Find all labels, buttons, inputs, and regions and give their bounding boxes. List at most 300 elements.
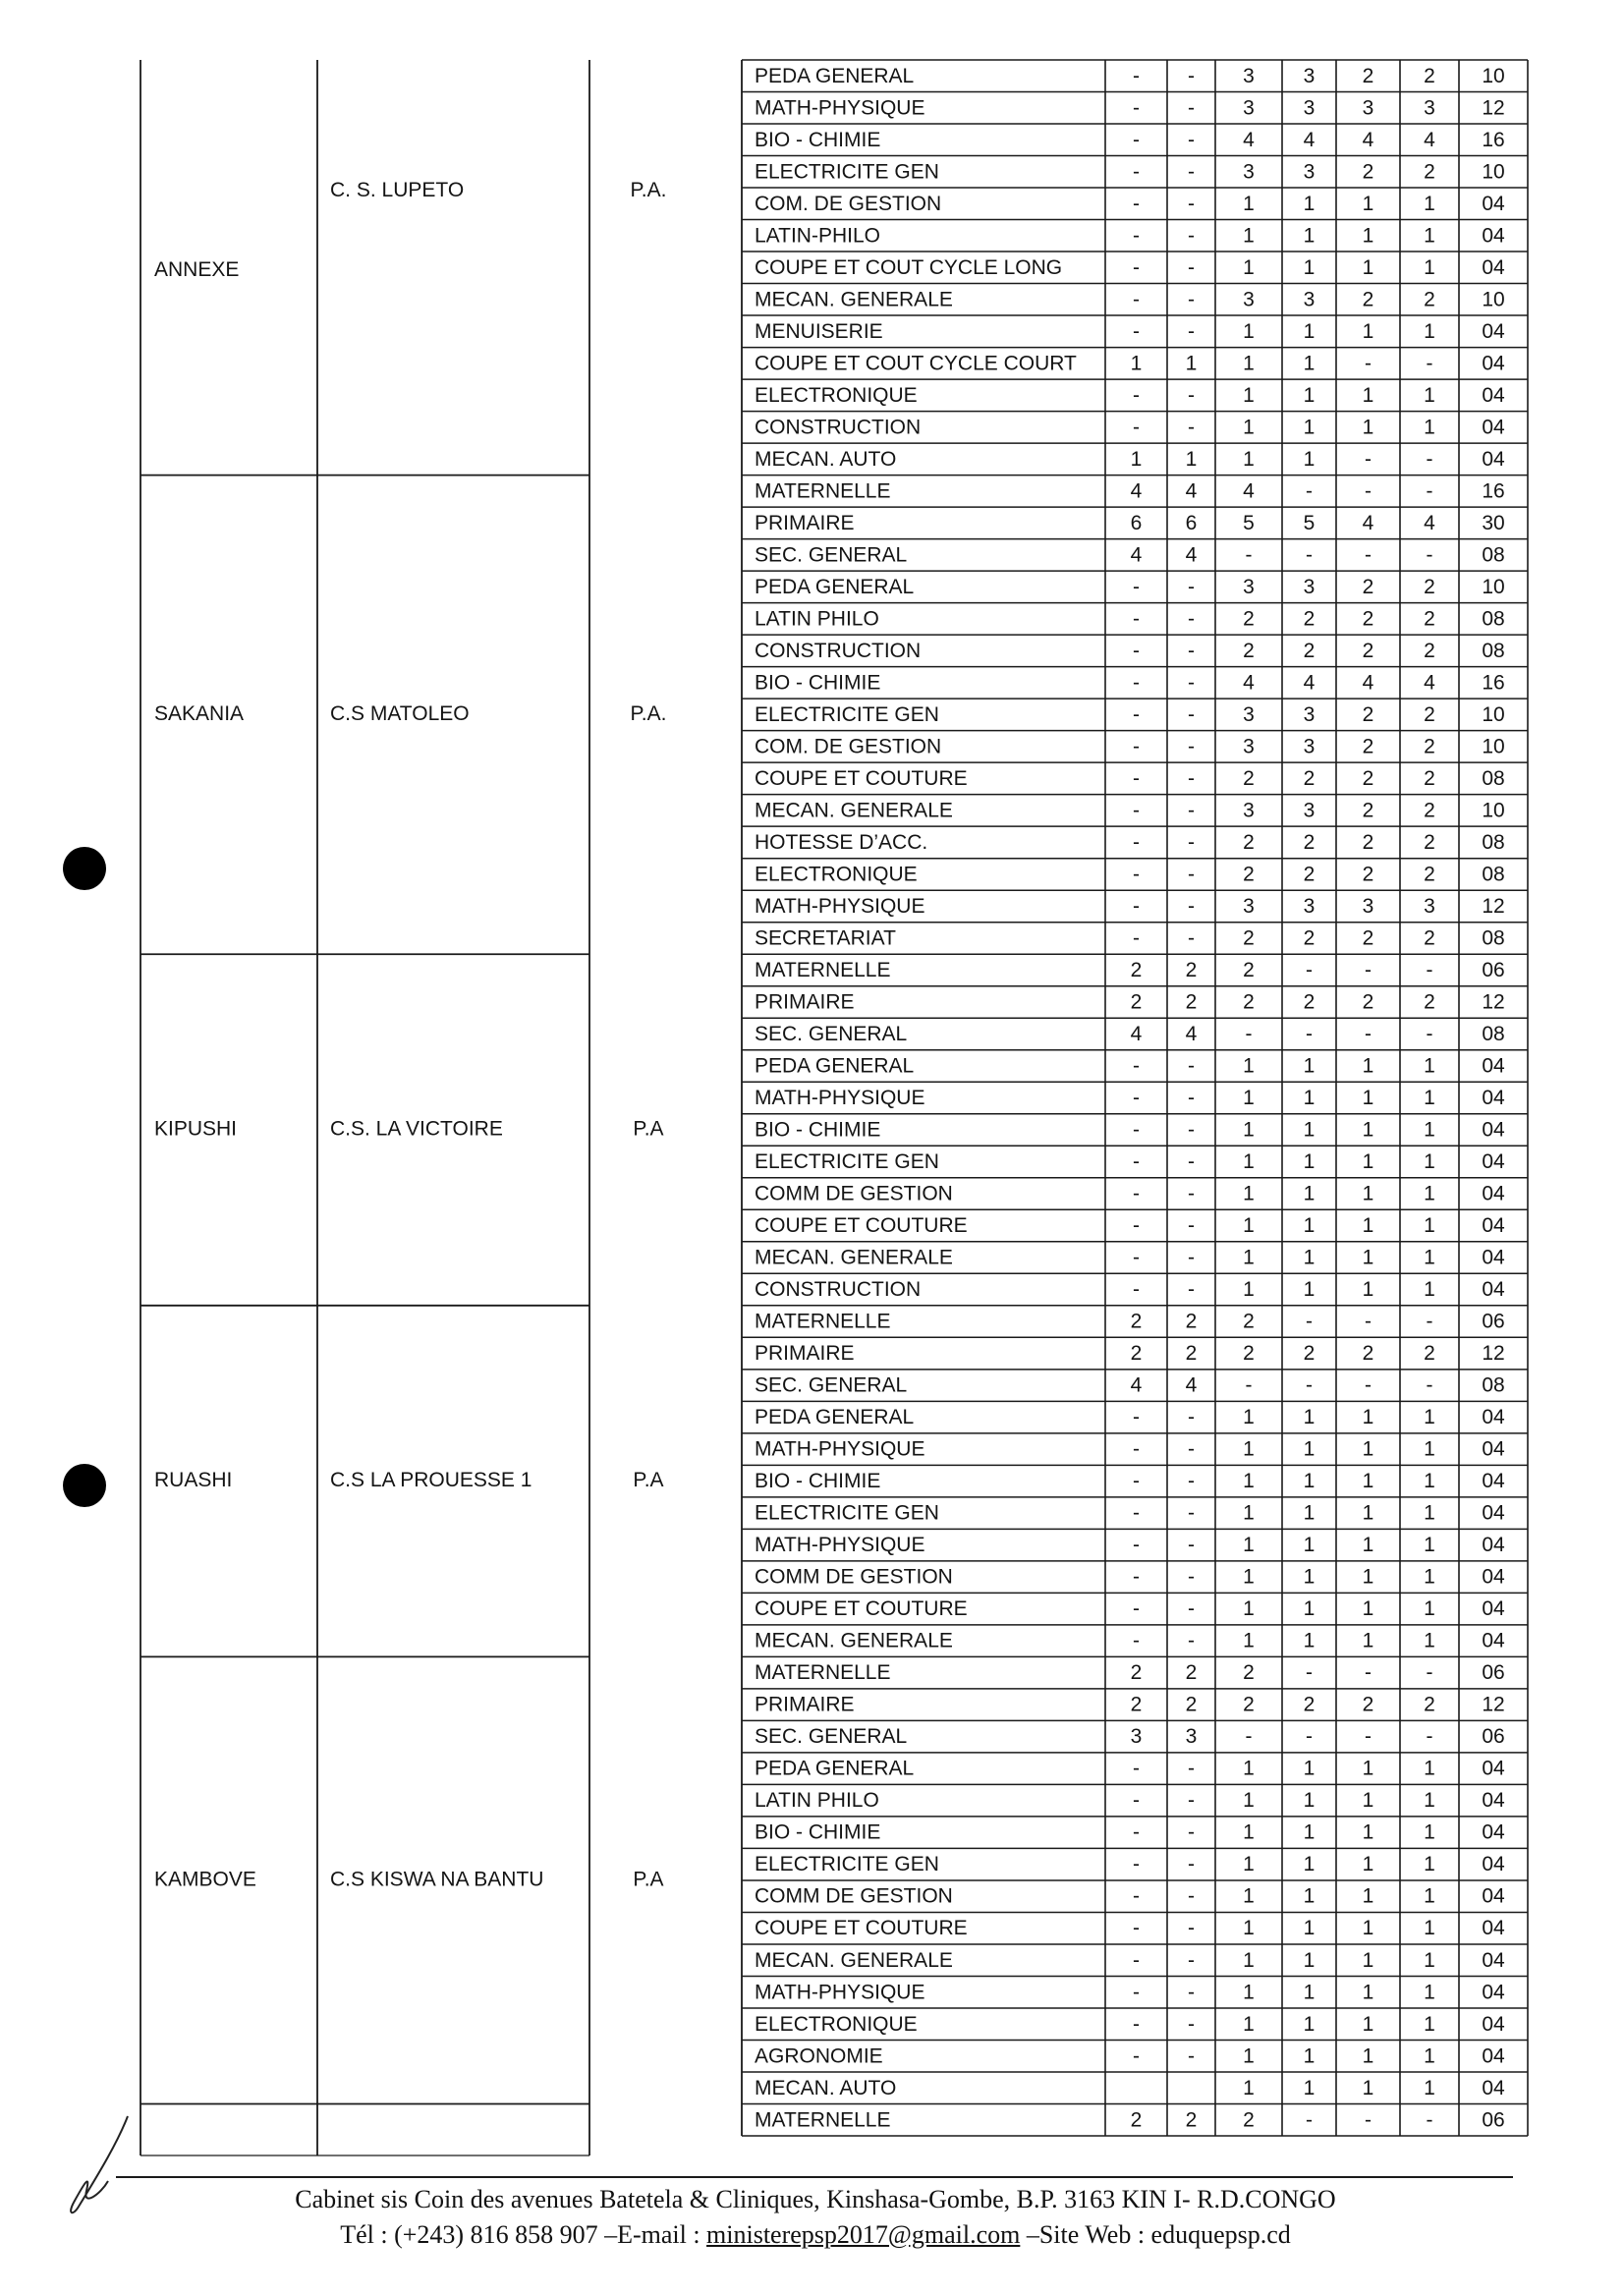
class-count-cell: -	[1188, 1820, 1195, 1844]
class-count-cell: 1	[1243, 2044, 1255, 2068]
option-name: COMM DE GESTION	[755, 1565, 953, 1589]
class-count-cell: -	[1188, 383, 1195, 407]
class-count-cell: 2	[1424, 735, 1435, 758]
option-name: CONSTRUCTION	[755, 416, 922, 439]
class-count-cell: -	[1306, 959, 1313, 982]
class-count-cell: 6	[1185, 511, 1198, 534]
class-count-cell: 1	[1130, 447, 1143, 471]
school-status: P.A	[633, 1117, 664, 1141]
class-count-cell: 1	[1243, 1948, 1255, 1972]
class-count-cell: -	[1188, 1214, 1195, 1238]
class-count-cell: 4	[1362, 128, 1374, 151]
class-count-cell: 3	[1243, 64, 1255, 87]
region-name: RUASHI	[154, 1469, 233, 1492]
class-count-cell: 1	[1424, 1597, 1435, 1621]
total-cell: 08	[1482, 926, 1505, 950]
class-count-cell: 2	[1130, 959, 1143, 982]
total-cell: 04	[1482, 352, 1505, 375]
total-cell: 08	[1482, 766, 1505, 790]
class-count-cell: 1	[1130, 352, 1143, 375]
class-count-cell: 1	[1362, 1246, 1374, 1269]
class-count-cell: 1	[1424, 1501, 1435, 1525]
class-count-cell: 2	[1243, 766, 1255, 790]
class-count-cell: -	[1188, 1948, 1195, 1972]
option-name: SEC. GENERAL	[755, 1023, 908, 1046]
class-count-cell: -	[1365, 1310, 1372, 1333]
class-count-cell: 1	[1243, 1629, 1255, 1652]
class-count-cell: 2	[1243, 2108, 1255, 2132]
binder-hole-top	[63, 847, 106, 890]
total-cell: 10	[1482, 799, 1505, 822]
region-name: KIPUSHI	[154, 1117, 238, 1141]
class-count-cell: -	[1188, 1789, 1195, 1813]
option-name: PRIMAIRE	[755, 1342, 855, 1366]
class-count-cell: 1	[1243, 1884, 1255, 1908]
total-cell: 04	[1482, 416, 1505, 439]
option-name: MECAN. GENERALE	[755, 1629, 953, 1652]
total-cell: 04	[1482, 1597, 1505, 1621]
class-count-cell: 1	[1424, 1534, 1435, 1557]
class-count-cell: 2	[1130, 1693, 1143, 1716]
class-count-cell: 1	[1424, 1437, 1435, 1461]
total-cell: 10	[1482, 160, 1505, 184]
class-count-cell: -	[1245, 1023, 1253, 1046]
class-count-cell: -	[1188, 128, 1195, 151]
class-count-cell: -	[1188, 416, 1195, 439]
school-status: P.A	[633, 1469, 664, 1492]
class-count-cell: 1	[1243, 352, 1255, 375]
class-count-cell: 2	[1185, 1693, 1198, 1716]
class-count-cell: 1	[1362, 319, 1374, 343]
footer-phone: Tél : (+243) 816 858 907 –E-mail :	[340, 2220, 707, 2249]
class-count-cell: -	[1188, 895, 1195, 919]
region-name: KAMBOVE	[154, 1868, 256, 1891]
class-count-cell: -	[1426, 543, 1433, 567]
class-count-cell: 1	[1424, 1150, 1435, 1174]
class-count-cell: 2	[1303, 766, 1316, 790]
class-count-cell: 1	[1243, 1789, 1255, 1813]
class-count-cell: 1	[1424, 1820, 1435, 1844]
class-count-cell: 3	[1243, 799, 1255, 822]
option-name: AGRONOMIE	[755, 2044, 883, 2068]
class-count-cell: 1	[1243, 255, 1255, 279]
class-count-cell: 2	[1130, 1310, 1143, 1333]
class-count-cell: -	[1245, 1373, 1253, 1397]
option-name: MECAN. GENERALE	[755, 1948, 953, 1972]
total-cell: 16	[1482, 479, 1505, 503]
class-count-cell: 1	[1303, 1278, 1316, 1302]
class-count-cell: 1	[1243, 2076, 1255, 2099]
option-name: COM. DE GESTION	[755, 735, 942, 758]
class-count-cell: 2	[1362, 1693, 1374, 1716]
region-name: ANNEXE	[154, 258, 240, 282]
class-count-cell: -	[1133, 1470, 1140, 1493]
class-count-cell: 2	[1243, 1342, 1255, 1366]
class-count-cell: -	[1133, 1981, 1140, 2004]
class-count-cell: -	[1188, 766, 1195, 790]
class-count-cell: 3	[1303, 288, 1316, 311]
class-count-cell: 1	[1424, 1981, 1435, 2004]
class-count-cell: -	[1133, 1917, 1140, 1940]
class-count-cell: 3	[1243, 160, 1255, 184]
option-name: MECAN. AUTO	[755, 2076, 897, 2099]
class-count-cell: 1	[1303, 1789, 1316, 1813]
class-count-cell: 1	[1362, 224, 1374, 248]
option-name: MATERNELLE	[755, 2108, 891, 2132]
class-count-cell: -	[1426, 1373, 1433, 1397]
option-name: MATERNELLE	[755, 1310, 891, 1333]
total-cell: 08	[1482, 830, 1505, 854]
class-count-cell: -	[1133, 1501, 1140, 1525]
total-cell: 04	[1482, 2044, 1505, 2068]
total-cell: 04	[1482, 1118, 1505, 1142]
class-count-cell: -	[1365, 352, 1372, 375]
class-count-cell: -	[1426, 447, 1433, 471]
class-count-cell: 5	[1243, 511, 1255, 534]
class-count-cell: 1	[1243, 1087, 1255, 1110]
option-name: MATERNELLE	[755, 1661, 891, 1685]
class-count-cell: 3	[1362, 96, 1374, 120]
class-count-cell: 6	[1130, 511, 1143, 534]
footer-website: –Site Web : eduquepsp.cd	[1020, 2220, 1291, 2249]
class-count-cell: -	[1133, 702, 1140, 726]
total-cell: 04	[1482, 1182, 1505, 1205]
class-count-cell: 1	[1243, 1437, 1255, 1461]
class-count-cell: 1	[1303, 1470, 1316, 1493]
total-cell: 10	[1482, 64, 1505, 87]
class-count-cell: -	[1188, 1981, 1195, 2004]
class-count-cell: 1	[1424, 224, 1435, 248]
class-count-cell: -	[1188, 830, 1195, 854]
class-count-cell: -	[1133, 575, 1140, 598]
class-count-cell: 1	[1243, 1246, 1255, 1269]
class-count-cell: -	[1426, 2108, 1433, 2132]
class-count-cell: -	[1133, 1054, 1140, 1078]
option-name: PEDA GENERAL	[755, 575, 915, 598]
option-name: PEDA GENERAL	[755, 1406, 915, 1429]
total-cell: 16	[1482, 128, 1505, 151]
class-count-cell: 1	[1303, 352, 1316, 375]
class-count-cell: 2	[1243, 959, 1255, 982]
class-count-cell: -	[1188, 1757, 1195, 1780]
class-count-cell: 1	[1243, 1757, 1255, 1780]
class-count-cell: -	[1188, 863, 1195, 886]
total-cell: 10	[1482, 575, 1505, 598]
class-count-cell: -	[1426, 1725, 1433, 1749]
option-name: PRIMAIRE	[755, 1693, 855, 1716]
total-cell: 04	[1482, 1054, 1505, 1078]
class-count-cell: 1	[1303, 224, 1316, 248]
option-name: PEDA GENERAL	[755, 64, 915, 87]
class-count-cell: 1	[1362, 1534, 1374, 1557]
total-cell: 06	[1482, 1661, 1505, 1685]
class-count-cell: -	[1306, 1661, 1313, 1685]
class-count-cell: 1	[1362, 1629, 1374, 1652]
school-status: P.A.	[630, 701, 667, 725]
class-count-cell: 1	[1424, 1853, 1435, 1876]
class-count-cell: -	[1245, 1725, 1253, 1749]
option-name: BIO - CHIMIE	[755, 1820, 881, 1844]
class-count-cell: 1	[1362, 1981, 1374, 2004]
class-count-cell: 4	[1185, 1023, 1198, 1046]
class-count-cell: 1	[1243, 1917, 1255, 1940]
class-count-cell: -	[1365, 447, 1372, 471]
option-name: MECAN. GENERALE	[755, 1246, 953, 1269]
class-count-cell: -	[1133, 224, 1140, 248]
class-count-cell: 1	[1303, 192, 1316, 215]
class-count-cell: 1	[1243, 1981, 1255, 2004]
class-count-cell: -	[1306, 1310, 1313, 1333]
class-count-cell: 3	[1303, 702, 1316, 726]
class-count-cell: -	[1188, 607, 1195, 631]
class-count-cell: 1	[1362, 1118, 1374, 1142]
option-name: COUPE ET COUTURE	[755, 1917, 968, 1940]
class-count-cell: -	[1133, 1757, 1140, 1780]
option-name: SEC. GENERAL	[755, 543, 908, 567]
class-count-cell: 4	[1130, 1373, 1143, 1397]
class-count-cell: 1	[1424, 1406, 1435, 1429]
school-name: C.S. LA VICTOIRE	[330, 1117, 503, 1141]
total-cell: 04	[1482, 1214, 1505, 1238]
class-count-cell: 1	[1243, 447, 1255, 471]
option-name: CONSTRUCTION	[755, 639, 922, 662]
class-count-cell: -	[1306, 1725, 1313, 1749]
class-count-cell: 1	[1362, 1565, 1374, 1589]
class-count-cell: 2	[1424, 863, 1435, 886]
class-count-cell: 1	[1243, 416, 1255, 439]
option-name: MATH-PHYSIQUE	[755, 895, 925, 919]
class-count-cell: 2	[1362, 64, 1374, 87]
class-count-cell: 2	[1243, 863, 1255, 886]
class-count-cell: 4	[1362, 671, 1374, 695]
class-count-cell: 2	[1303, 863, 1316, 886]
class-count-cell: 2	[1243, 830, 1255, 854]
class-count-cell: -	[1133, 1884, 1140, 1908]
class-count-cell: 2	[1424, 64, 1435, 87]
class-count-cell: -	[1133, 1597, 1140, 1621]
total-cell: 08	[1482, 1373, 1505, 1397]
school-name: C. S. LUPETO	[330, 178, 465, 201]
class-count-cell: 1	[1362, 1757, 1374, 1780]
class-count-cell: 1	[1243, 1182, 1255, 1205]
class-count-cell: 1	[1424, 1470, 1435, 1493]
class-count-cell: -	[1188, 735, 1195, 758]
class-count-cell: -	[1306, 1023, 1313, 1046]
class-count-cell: -	[1306, 479, 1313, 503]
total-cell: 08	[1482, 863, 1505, 886]
total-cell: 12	[1482, 895, 1505, 919]
class-count-cell: -	[1133, 735, 1140, 758]
class-count-cell: -	[1188, 1470, 1195, 1493]
class-count-cell: 1	[1362, 1150, 1374, 1174]
class-count-cell: 2	[1424, 926, 1435, 950]
class-count-cell: -	[1365, 543, 1372, 567]
class-count-cell: 1	[1424, 383, 1435, 407]
option-name: BIO - CHIMIE	[755, 1470, 881, 1493]
class-count-cell: -	[1188, 1118, 1195, 1142]
class-count-cell: -	[1133, 1820, 1140, 1844]
total-cell: 08	[1482, 639, 1505, 662]
class-count-cell: -	[1188, 64, 1195, 87]
total-cell: 04	[1482, 1437, 1505, 1461]
class-count-cell: 4	[1303, 671, 1316, 695]
class-count-cell: 1	[1424, 1565, 1435, 1589]
class-count-cell: 2	[1362, 1342, 1374, 1366]
class-count-cell: -	[1188, 1597, 1195, 1621]
total-cell: 04	[1482, 1884, 1505, 1908]
class-count-cell: 1	[1424, 1246, 1435, 1269]
class-count-cell: 1	[1424, 1789, 1435, 1813]
class-count-cell: -	[1133, 288, 1140, 311]
option-name: MATERNELLE	[755, 959, 891, 982]
class-count-cell: 2	[1303, 990, 1316, 1014]
class-count-cell: -	[1133, 319, 1140, 343]
total-cell: 04	[1482, 447, 1505, 471]
class-count-cell: 1	[1303, 1054, 1316, 1078]
class-count-cell: 2	[1362, 160, 1374, 184]
class-count-cell: 2	[1243, 1693, 1255, 1716]
class-count-cell: 3	[1424, 895, 1435, 919]
class-count-cell: -	[1188, 2012, 1195, 2036]
class-count-cell: 1	[1243, 1820, 1255, 1844]
class-count-cell: 1	[1303, 1884, 1316, 1908]
option-name: COMM DE GESTION	[755, 1182, 953, 1205]
class-count-cell: -	[1188, 575, 1195, 598]
footer-contact	[118, 2220, 1513, 2250]
class-count-cell: 1	[1424, 1118, 1435, 1142]
class-count-cell: 1	[1243, 1853, 1255, 1876]
class-count-cell: 4	[1424, 128, 1435, 151]
class-count-cell: 1	[1424, 192, 1435, 215]
class-count-cell: -	[1188, 702, 1195, 726]
class-count-cell: 1	[1362, 2076, 1374, 2099]
class-count-cell: 1	[1243, 1406, 1255, 1429]
class-count-cell: -	[1133, 1182, 1140, 1205]
class-count-cell: 1	[1362, 2012, 1374, 2036]
class-count-cell: 3	[1362, 895, 1374, 919]
class-count-cell: 1	[1303, 1150, 1316, 1174]
class-count-cell: -	[1426, 1023, 1433, 1046]
class-count-cell: 1	[1243, 319, 1255, 343]
total-cell: 12	[1482, 990, 1505, 1014]
class-count-cell: 1	[1303, 447, 1316, 471]
option-name: COUPE ET COUT CYCLE COURT	[755, 352, 1077, 375]
class-count-cell: 2	[1243, 926, 1255, 950]
class-count-cell: 2	[1185, 2108, 1198, 2132]
total-cell: 04	[1482, 1565, 1505, 1589]
total-cell: 04	[1482, 1406, 1505, 1429]
class-count-cell: 4	[1362, 511, 1374, 534]
class-count-cell: 4	[1185, 1373, 1198, 1397]
footer-email-link[interactable]: ministerepsp2017@gmail.com	[706, 2220, 1021, 2249]
option-name: SECRETARIAT	[755, 926, 896, 950]
class-count-cell: 1	[1424, 1214, 1435, 1238]
class-count-cell: -	[1133, 128, 1140, 151]
option-name: MENUISERIE	[755, 319, 883, 343]
class-count-cell: 2	[1424, 799, 1435, 822]
class-count-cell: 2	[1424, 607, 1435, 631]
class-count-cell: 2	[1424, 639, 1435, 662]
class-count-cell: 2	[1303, 1693, 1316, 1716]
class-count-cell: 2	[1362, 702, 1374, 726]
class-count-cell: 1	[1362, 1278, 1374, 1302]
class-count-cell: 1	[1303, 2076, 1316, 2099]
total-cell: 04	[1482, 319, 1505, 343]
option-name: MATH-PHYSIQUE	[755, 1534, 925, 1557]
school-name: C.S MATOLEO	[330, 701, 470, 725]
class-count-cell: -	[1133, 96, 1140, 120]
option-name: MATH-PHYSIQUE	[755, 96, 925, 120]
class-count-cell: 4	[1424, 511, 1435, 534]
class-count-cell: -	[1188, 1534, 1195, 1557]
total-cell: 12	[1482, 96, 1505, 120]
class-count-cell: -	[1188, 160, 1195, 184]
total-cell: 04	[1482, 1789, 1505, 1813]
class-count-cell: -	[1188, 1054, 1195, 1078]
class-count-cell: -	[1188, 2044, 1195, 2068]
option-name: MECAN. AUTO	[755, 447, 897, 471]
class-count-cell: 2	[1424, 990, 1435, 1014]
class-count-cell: 1	[1243, 1150, 1255, 1174]
class-count-cell: 1	[1303, 1981, 1316, 2004]
class-count-cell: -	[1133, 1406, 1140, 1429]
class-count-cell: 3	[1303, 96, 1316, 120]
class-count-cell: -	[1188, 288, 1195, 311]
total-cell: 08	[1482, 607, 1505, 631]
class-count-cell: 3	[1303, 735, 1316, 758]
class-count-cell: -	[1188, 1884, 1195, 1908]
total-cell: 08	[1482, 1023, 1505, 1046]
class-count-cell: 2	[1362, 607, 1374, 631]
class-count-cell: 4	[1243, 128, 1255, 151]
class-count-cell: 3	[1303, 64, 1316, 87]
class-count-cell: 1	[1243, 1118, 1255, 1142]
class-count-cell: -	[1133, 1534, 1140, 1557]
footer-address: Cabinet sis Coin des avenues Batetela & Cliniques, Kinshasa-Gombe, B.P. 3163 KIN I- R.D.CONGO	[295, 2185, 1336, 2213]
class-count-cell: 2	[1362, 288, 1374, 311]
class-count-cell: -	[1365, 1725, 1372, 1749]
class-count-cell: -	[1133, 1118, 1140, 1142]
class-count-cell: 1	[1424, 1054, 1435, 1078]
class-count-cell: 1	[1303, 1118, 1316, 1142]
class-count-cell: 1	[1303, 1565, 1316, 1589]
class-count-cell: -	[1133, 1853, 1140, 1876]
class-count-cell: 1	[1303, 1629, 1316, 1652]
class-count-cell: 3	[1303, 160, 1316, 184]
class-count-cell: 1	[1362, 1948, 1374, 1972]
class-count-cell: 1	[1303, 1437, 1316, 1461]
class-count-cell: 2	[1362, 766, 1374, 790]
class-count-cell: -	[1188, 799, 1195, 822]
class-count-cell: -	[1188, 639, 1195, 662]
option-name: PEDA GENERAL	[755, 1757, 915, 1780]
class-count-cell: -	[1133, 192, 1140, 215]
option-name: CONSTRUCTION	[755, 1278, 922, 1302]
option-name: SEC. GENERAL	[755, 1725, 908, 1749]
class-count-cell: 2	[1303, 607, 1316, 631]
class-count-cell: 1	[1424, 1278, 1435, 1302]
class-count-cell: 4	[1243, 479, 1255, 503]
class-count-cell: 2	[1362, 575, 1374, 598]
class-count-cell: -	[1133, 863, 1140, 886]
class-count-cell: 1	[1303, 1597, 1316, 1621]
class-count-cell: -	[1133, 1629, 1140, 1652]
class-count-cell: -	[1365, 479, 1372, 503]
binder-hole-bottom	[63, 1464, 106, 1507]
class-count-cell: -	[1133, 2012, 1140, 2036]
class-count-cell: 4	[1185, 543, 1198, 567]
class-count-cell: -	[1365, 1373, 1372, 1397]
